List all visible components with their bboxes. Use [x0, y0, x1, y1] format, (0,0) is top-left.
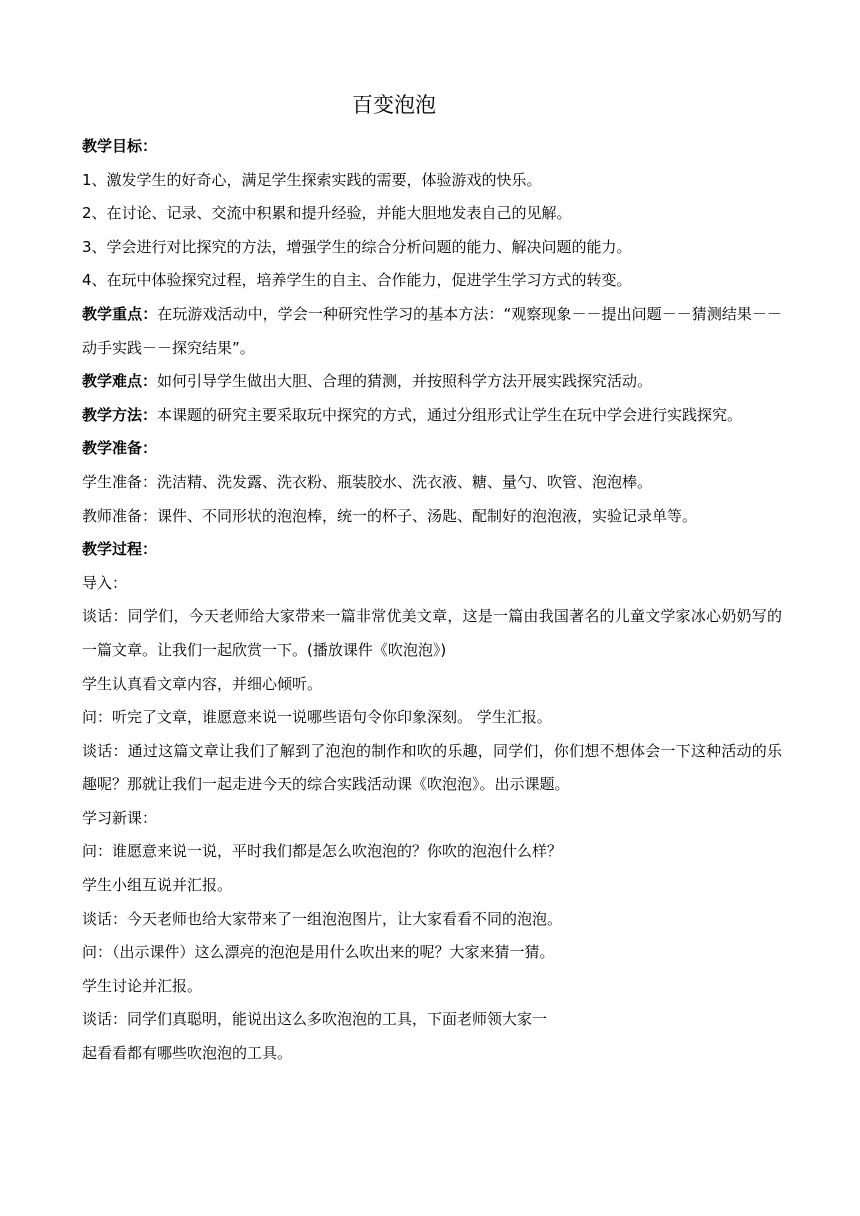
method-label: 教学方法：	[82, 405, 158, 424]
goal-item-2: 2、在讨论、记录、交流中积累和提升经验，并能大胆地发表自己的见解。	[82, 204, 572, 223]
intro-student-line: 学生认真看文章内容，并细心倾听。	[82, 674, 323, 693]
document-body	[82, 130, 782, 1071]
preparation-heading: 教学准备：	[82, 439, 158, 458]
intro-question-line: 问：听完了文章，谁愿意来说一说哪些语句令你印象深刻。 学生汇报。	[82, 708, 552, 727]
talk-4-line-1: 谈话：同学们真聪明，能说出这么多吹泡泡的工具，下面老师领大家一	[82, 1010, 548, 1029]
key-point-label: 教学重点：	[82, 304, 158, 323]
method-paragraph	[82, 399, 782, 433]
difficulty-paragraph	[82, 365, 782, 399]
question-1: 问：谁愿意来说一说，平时我们都是怎么吹泡泡的？你吹的泡泡什么样？	[82, 842, 563, 861]
talk-3: 谈话：今天老师也给大家带来了一组泡泡图片，让大家看看不同的泡泡。	[82, 909, 563, 928]
answer-2: 学生讨论并汇报。	[82, 976, 203, 995]
intro-label: 导入：	[82, 573, 128, 592]
goal-item-3: 3、学会进行对比探究的方法，增强学生的综合分析问题的能力、解决问题的能力。	[82, 237, 632, 256]
teacher-preparation: 教师准备：课件、不同形状的泡泡棒，统一的杯子、汤匙、配制好的泡泡液，实验记录单等。	[82, 506, 698, 525]
document-title: 百变泡泡	[352, 93, 436, 117]
difficulty-text: 如何引导学生做出大胆、合理的猜测，并按照科学方法开展实践探究活动。	[157, 372, 653, 391]
question-2: 问：（出示课件）这么漂亮的泡泡是用什么吹出来的呢？大家来猜一猜。	[82, 943, 555, 962]
talk-4-line-2: 起看看都有哪些吹泡泡的工具。	[82, 1044, 293, 1063]
key-point-paragraph	[82, 298, 782, 365]
method-text: 本课题的研究主要采取玩中探究的方式，通过分组形式让学生在玩中学会进行实践探究。	[157, 405, 743, 424]
key-point-text: 在玩游戏活动中，学会一种研究性学习的基本方法：“观察现象－－提出问题－－猜测结果－－动手实践－－探究结果”。	[82, 304, 782, 357]
goal-item-1: 1、激发学生的好奇心，满足学生探索实践的需要，体验游戏的快乐。	[82, 170, 542, 189]
answer-1: 学生小组互说并汇报。	[82, 876, 233, 895]
new-lesson-label: 学习新课：	[82, 808, 158, 827]
difficulty-label: 教学难点：	[82, 372, 158, 391]
goal-item-4: 4、在玩中体验探究过程，培养学生的自主、合作能力，促进学生学习方式的转变。	[82, 271, 632, 290]
intro-talk2-paragraph: 谈话：通过这篇文章让我们了解到了泡泡的制作和吹的乐趣，同学们，你们想不想体会一下这种活动的乐趣呢？那就让我们一起走进今天的综合实践活动课《吹泡泡》。出示课题。	[82, 741, 782, 794]
goals-heading: 教学目标：	[82, 137, 158, 155]
student-preparation: 学生准备：洗洁精、洗发露、洗衣粉、瓶装胶水、洗衣液、糖、量勺、吹管、泡泡棒。	[82, 472, 653, 491]
process-heading: 教学过程：	[82, 540, 158, 559]
intro-talk-paragraph: 谈话：同学们，今天老师给大家带来一篇非常优美文章，这是一篇由我国著名的儿童文学家冰心奶奶写的一篇文章。让我们一起欣赏一下。(播放课件《吹泡泡》)	[82, 607, 782, 659]
